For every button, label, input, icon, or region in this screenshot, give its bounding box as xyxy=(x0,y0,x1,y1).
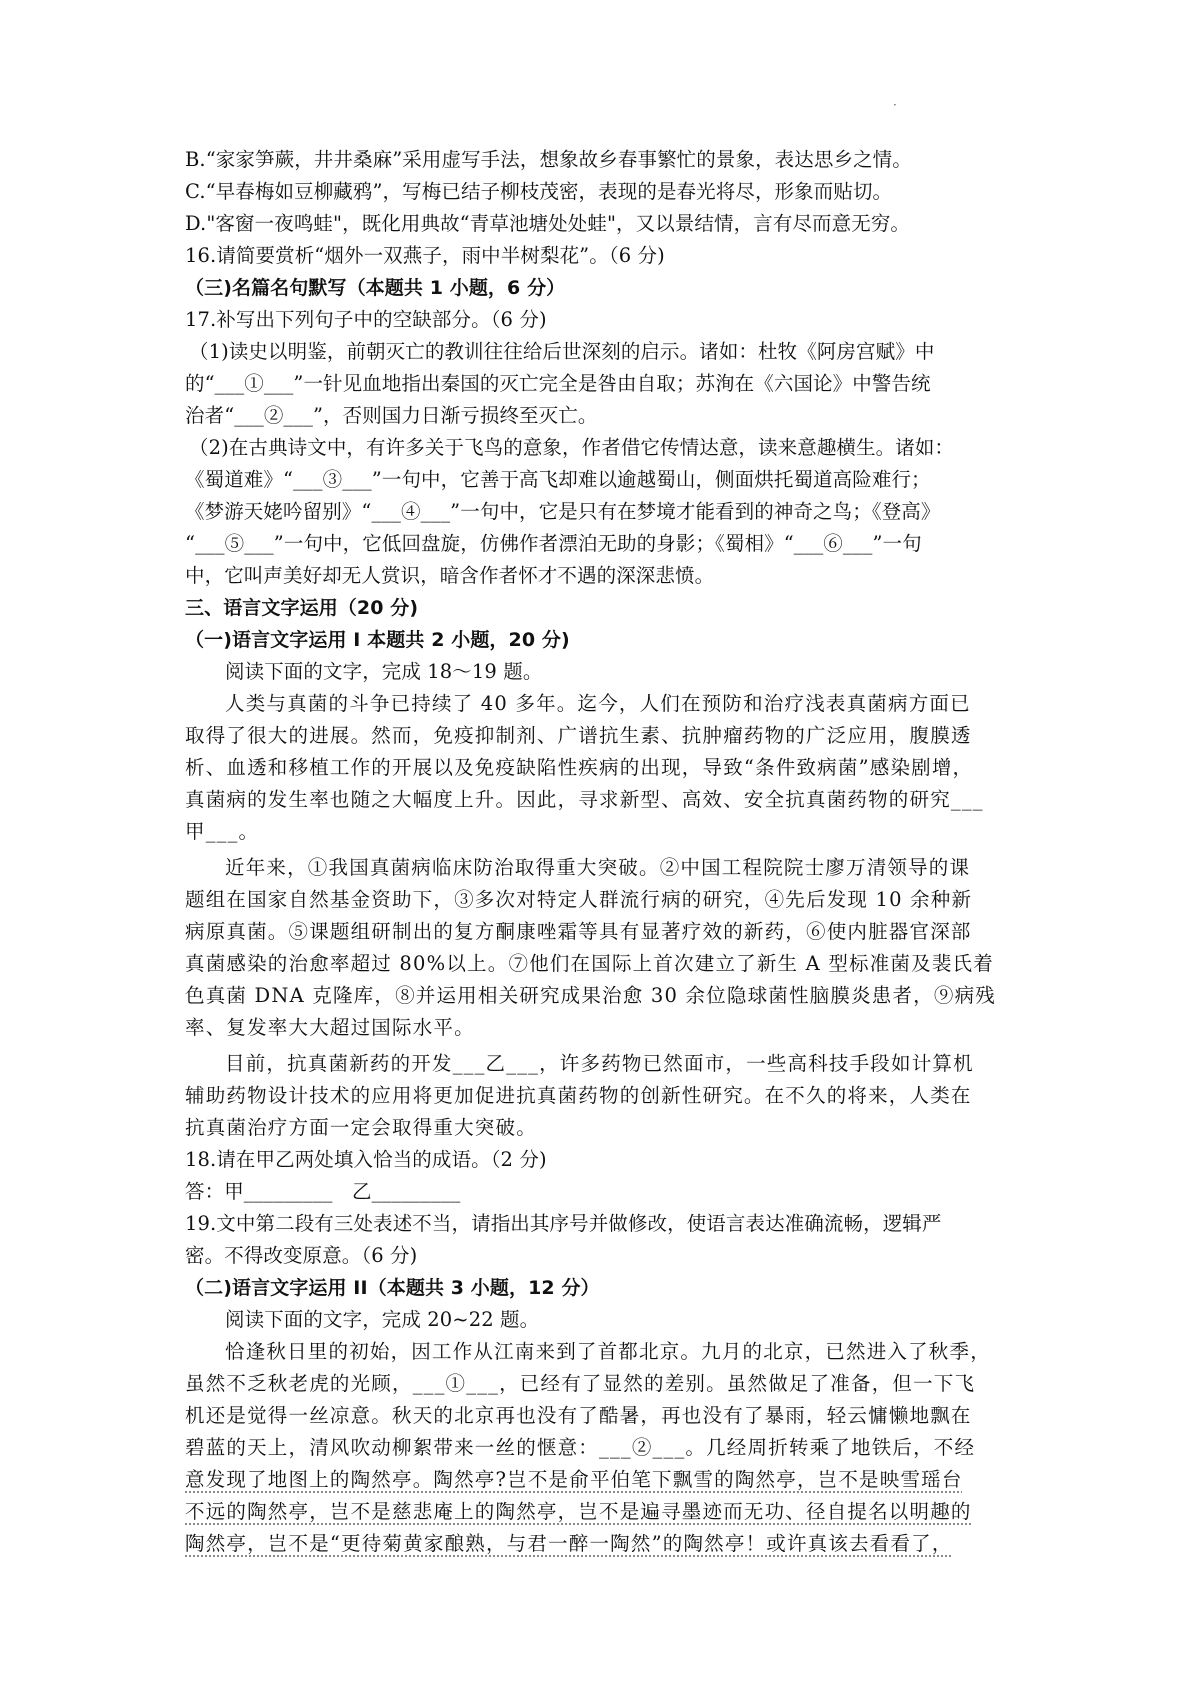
passage2-line7: 陶然亭，岂不是“更待菊黄家酿熟，与君一醉一陶然”的陶然亭！或许真该去看看了， xyxy=(185,1532,953,1555)
passage1-para3-line1: 目前，抗真菌新药的开发___乙___，许多药物已然面市，一些高科技手段如计算机 xyxy=(225,1052,974,1075)
passage1-para2-line5: 色真菌 DNA 克隆库，⑧并运用相关研究成果治愈 30 余位隐球菌性脑膜炎患者，⑨病残 xyxy=(185,984,996,1007)
q17-part2-line4: “___⑤___”一句中，它低回盘旋，仿佛作者漂泊无助的身影；《蜀相》“___⑥___”一句 xyxy=(185,532,922,555)
passage1-para1-line2: 取得了很大的进展。然而，免疫抑制剂、广谱抗生素、抗肿瘤药物的广泛应用，腹膜透 xyxy=(185,724,972,747)
question-18: 18.请在甲乙两处填入恰当的成语。（2 分) xyxy=(185,1148,547,1171)
passage2-line4: 碧蓝的天上，清风吹动柳絮带来一丝的惬意：___②___。几经周折转乘了地铁后，不经 xyxy=(185,1436,976,1459)
question-17: 17.补写出下列句子中的空缺部分。（6 分) xyxy=(185,308,547,331)
q17-part1-line2: 的“___①___”一针见血地指出秦国的灭亡完全是咎由自取；苏洵在《六国论》中警告统 xyxy=(185,372,931,395)
passage2-line1: 恰逢秋日里的初始，因工作从江南来到了首都北京。九月的北京，已然进入了秋季， xyxy=(225,1340,991,1363)
passage1-para2-line6: 率、复发率大大超过国际水平。 xyxy=(185,1016,475,1039)
q17-part2-line5: 中，它叫声美好却无人赏识，暗含作者怀才不遇的深深悲愤。 xyxy=(185,564,715,587)
part-heading-3: 三、语言文字运用（20 分) xyxy=(185,597,419,619)
section-heading-3-1: （一)语言文字运用 I 本题共 2 小题，20 分) xyxy=(185,629,570,651)
question-19-line1: 19.文中第二段有三处表述不当，请指出其序号并做修改，使语言表达准确流畅，逻辑严 xyxy=(185,1212,942,1235)
q17-part1-line1: （1)读史以明鉴，前朝灭亡的教训往往给后世深刻的启示。诸如：杜牧《阿房宫赋》中 xyxy=(189,340,935,363)
passage1-para1-line3: 析、血透和移植工作的开展以及免疫缺陷性疾病的出现，导致“条件致病菌”感染剧增， xyxy=(185,756,974,779)
passage1-para2-line2: 题组在国家自然基金资助下，③多次对特定人群流行病的研究，④先后发现 10 余种新 xyxy=(185,888,973,911)
passage1-para1-line4: 真菌病的发生率也随之大幅度上升。因此，寻求新型、高效、安全抗真菌药物的研究___ xyxy=(185,788,984,811)
option-d: D."客窗一夜鸣蛙"，既化用典故“青草池塘处处蛙"，又以景结情，言有尽而意无穷。 xyxy=(185,212,911,235)
passage2-line6: 不远的陶然亭，岂不是慈悲庵上的陶然亭，岂不是遍寻墨迹而无功、径自提名以明趣的 xyxy=(185,1500,972,1523)
q17-part2-line2: 《蜀道难》“___③___”一句中，它善于高飞却难以逾越蜀山，侧面烘托蜀道高险难行； xyxy=(185,468,931,491)
question-19-line2: 密。不得改变原意。（6 分) xyxy=(185,1244,418,1267)
passage2-line3: 机还是觉得一丝凉意。秋天的北京再也没有了酷暑，再也没有了暴雨，轻云慵懒地飘在 xyxy=(185,1404,972,1427)
passage1-para2-line3: 病原真菌。⑤课题组研制出的复方酮康唑霜等具有显著疗效的新药，⑥使内脏器官深部 xyxy=(185,920,972,943)
reading-instruction-18-19: 阅读下面的文字，完成 18～19 题。 xyxy=(225,660,543,683)
reading-instruction-20-22: 阅读下面的文字，完成 20~22 题。 xyxy=(225,1308,540,1331)
option-b: B.“家家笋蕨，井井桑麻”采用虚写手法，想象故乡春事繁忙的景象，表达思乡之情。 xyxy=(185,148,912,171)
q17-part2-line3: 《梦游天姥吟留别》“___④___”一句中，它是只有在梦境才能看到的神奇之鸟；《登高》 xyxy=(185,500,941,523)
passage1-para2-line4: 真菌感染的治愈率超过 80%以上。⑦他们在国际上首次建立了新生 A 型标准菌及裴氏着 xyxy=(185,952,994,975)
passage2-line2: 虽然不乏秋老虎的光顾，___①___，已经有了显然的差别。虽然做足了准备，但一下飞 xyxy=(185,1372,976,1395)
passage1-para1-line5: 甲___。 xyxy=(185,820,260,843)
exam-page xyxy=(185,144,1035,1560)
q17-part1-line3: 治者“___②___”，否则国力日渐亏损终至灭亡。 xyxy=(185,404,598,427)
answer-line-18: 答：甲_________ 乙_________ xyxy=(185,1180,461,1203)
passage2-line5: 意发现了地图上的陶然亭。陶然亭?岂不是俞平伯笔下飘雪的陶然亭，岂不是映雪瑶台 xyxy=(185,1468,963,1491)
section-heading-3: （三)名篇名句默写（本题共 1 小题，6 分） xyxy=(185,277,566,299)
option-c: C.“早春梅如豆柳藏鸦”，写梅已结子柳枝茂密，表现的是春光将尽，形象而贴切。 xyxy=(185,180,893,203)
passage1-para3-line2: 辅助药物设计技术的应用将更加促进抗真菌药物的创新性研究。在不久的将来，人类在 xyxy=(185,1084,972,1107)
page-dot-mark: · xyxy=(893,98,897,112)
q17-part2-line1: （2)在古典诗文中，有许多关于飞鸟的意象，作者借它传情达意，读来意趣横生。诸如： xyxy=(189,436,955,459)
passage1-para1-line1: 人类与真菌的斗争已持续了 40 多年。迄今，人们在预防和治疗浅表真菌病方面已 xyxy=(225,692,971,715)
passage1-para3-line3: 抗真菌治疗方面一定会取得重大突破。 xyxy=(185,1116,537,1139)
section-heading-3-2: （二)语言文字运用 II（本题共 3 小题，12 分） xyxy=(185,1277,600,1299)
question-16: 16.请简要赏析“烟外一双燕子，雨中半树梨花”。（6 分) xyxy=(185,244,665,267)
passage1-para2-line1: 近年来，①我国真菌病临床防治取得重大突破。②中国工程院院士廖万清领导的课 xyxy=(225,856,971,879)
